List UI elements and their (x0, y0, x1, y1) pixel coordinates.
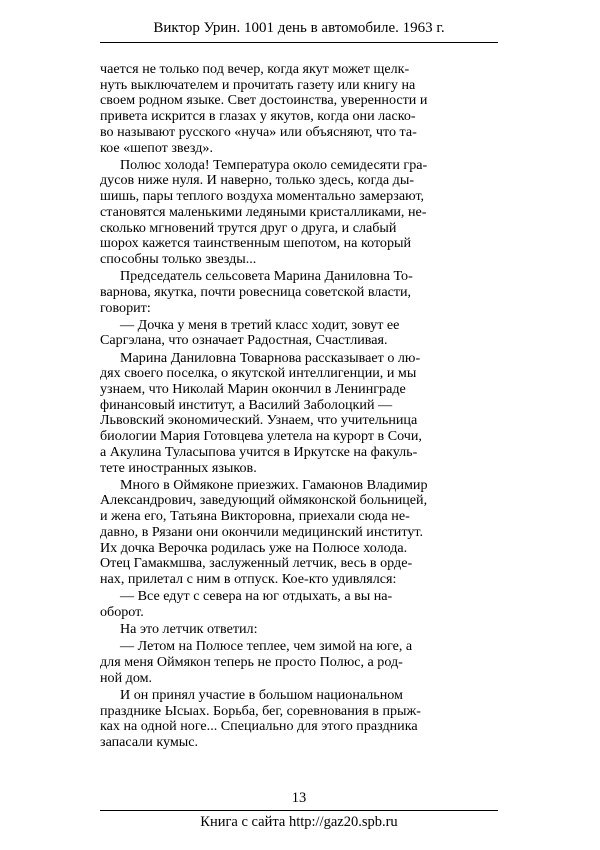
paragraph-8: На это летчик ответил: (120, 621, 258, 638)
paragraph-6: Много в Оймяконе приезжих. Гамаюнов Владимир Александрович, заведующий оймяконской больницей, и жена его, Татьяна Викторовна, приехали сюда не- давно, в Рязани они окончили медицинский институт. Их дочка Верочка родилась уже на Полюсе холода. Отец Гамакмшва, заслуженный летчик, весь в орде- нах, прилетал с ним в отпуск. Кое-кто удивлялся: (100, 476, 428, 587)
paragraph-2: Полюс холода! Температура около семидесяти гра- дусов ниже нуля. И наверно, только здесь, когда ды- шишь, пары теплого воздуха моментально замерзают, становятся маленькими ледяными кристалликами, не- сколько мгновений трутся друг о друга, и слабый шорох кажется таинственным шепотом, на который способны только звезды... (100, 156, 428, 267)
paragraph-7: — Все едут с севера на юг отдыхать, а вы на- оборот. (100, 588, 393, 620)
page-number: 13 (291, 790, 307, 806)
paragraph-5: Марина Даниловна Товарнова рассказывает о лю- дях своего поселка, о якутской интеллигенции, и мы узнаем, что Николай Марин окончил в Ленинграде финансовый институт, а Василий Заболоцкий — Львовский экономический. Узнаем, что учительница биологии Мария Готовцева улетела на курорт в Сочи, а Акулина Туласыпова учится в Иркутске на факуль- тете иностранных языков. (100, 349, 422, 476)
page-body (100, 62, 498, 752)
paragraph-9: — Летом на Полюсе теплее, чем зимой на юге, а для меня Оймякон теперь не просто Полюс, а род- ной дом. (100, 638, 413, 686)
paragraph-10: И он принял участие в большом национальном празднике Ысыах. Борьба, бег, соревнования в прыж- ках на одной ноге... Специально для этого праздника запасали кумыс. (100, 686, 421, 751)
paragraph-3: Председатель сельсовета Марина Даниловна То- варнова, якутка, почти ровесница советской власти, говорит: (100, 268, 413, 316)
header-divider (100, 42, 498, 43)
footer-divider (100, 810, 498, 811)
paragraph-4: — Дочка у меня в третий класс ходит, зовут ее Саргэлана, что означает Радостная, Счастливая. (100, 316, 400, 349)
footer-source: Книга с сайта http://gaz20.spb.ru (200, 814, 398, 830)
running-header: Виктор Урин. 1001 день в автомобиле. 1963 г. (153, 20, 445, 36)
paragraph-1: чается не только под вечер, когда якут может щелк- нуть выключателем и прочитать газету или книгу на своем родном языке. Свет достоинства, уверенности и привета искрится в глазах у якутов, когда они ласко- во называют русского «нуча» или объясняют, что та- кое «шепот звезд». (100, 61, 428, 156)
